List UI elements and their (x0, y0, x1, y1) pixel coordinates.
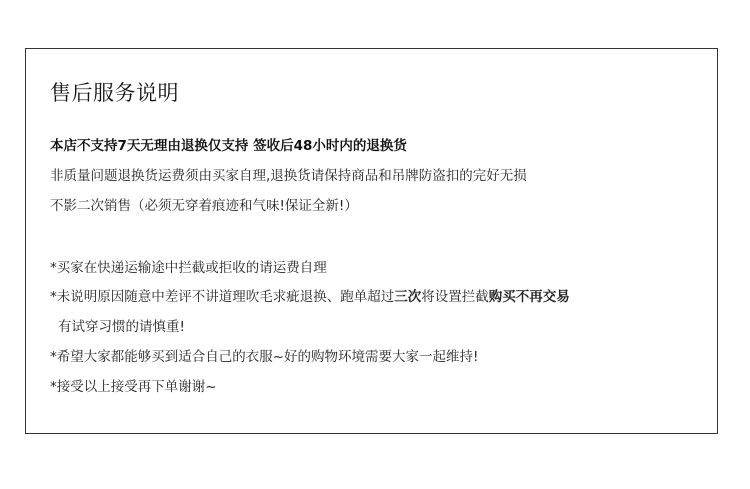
notice-title: 售后服务说明 (50, 81, 179, 105)
rule-bad-review (50, 285, 570, 305)
policy-line-shipping-fee: 非质量问题退换货运费须由买家自理,退换货请保持商品和吊牌防盗扣的完好无损 (50, 168, 527, 184)
rule-bad-review-prefix: *未说明原因随意中差评不讲道理吹毛求疵退换、跑单超过 (50, 289, 395, 305)
rule-bad-review-suffix: 购买不再交易 (488, 289, 570, 305)
rule-interception: *买家在快递运输途中拦截或拒收的请运费自理 (50, 260, 327, 276)
policy-line-resale-condition: 不影二次销售（必须无穿着痕迹和气味!保证全新!） (50, 198, 358, 214)
rule-accept-before-order: *接受以上接受再下单谢谢~ (50, 379, 217, 395)
rule-try-on-caution: 有试穿习惯的请慎重! (58, 319, 185, 335)
rule-bad-review-count: 三次 (394, 289, 422, 305)
rule-shopping-environment: *希望大家都能够买到适合自己的衣服~好的购物环境需要大家一起维持! (50, 349, 479, 365)
after-sales-notice-box (25, 48, 718, 434)
policy-line-return-window: 本店不支持7天无理由退换仅支持 签收后48小时内的退换货 (50, 138, 407, 154)
rule-bad-review-middle: 将设置拦截 (421, 289, 489, 305)
